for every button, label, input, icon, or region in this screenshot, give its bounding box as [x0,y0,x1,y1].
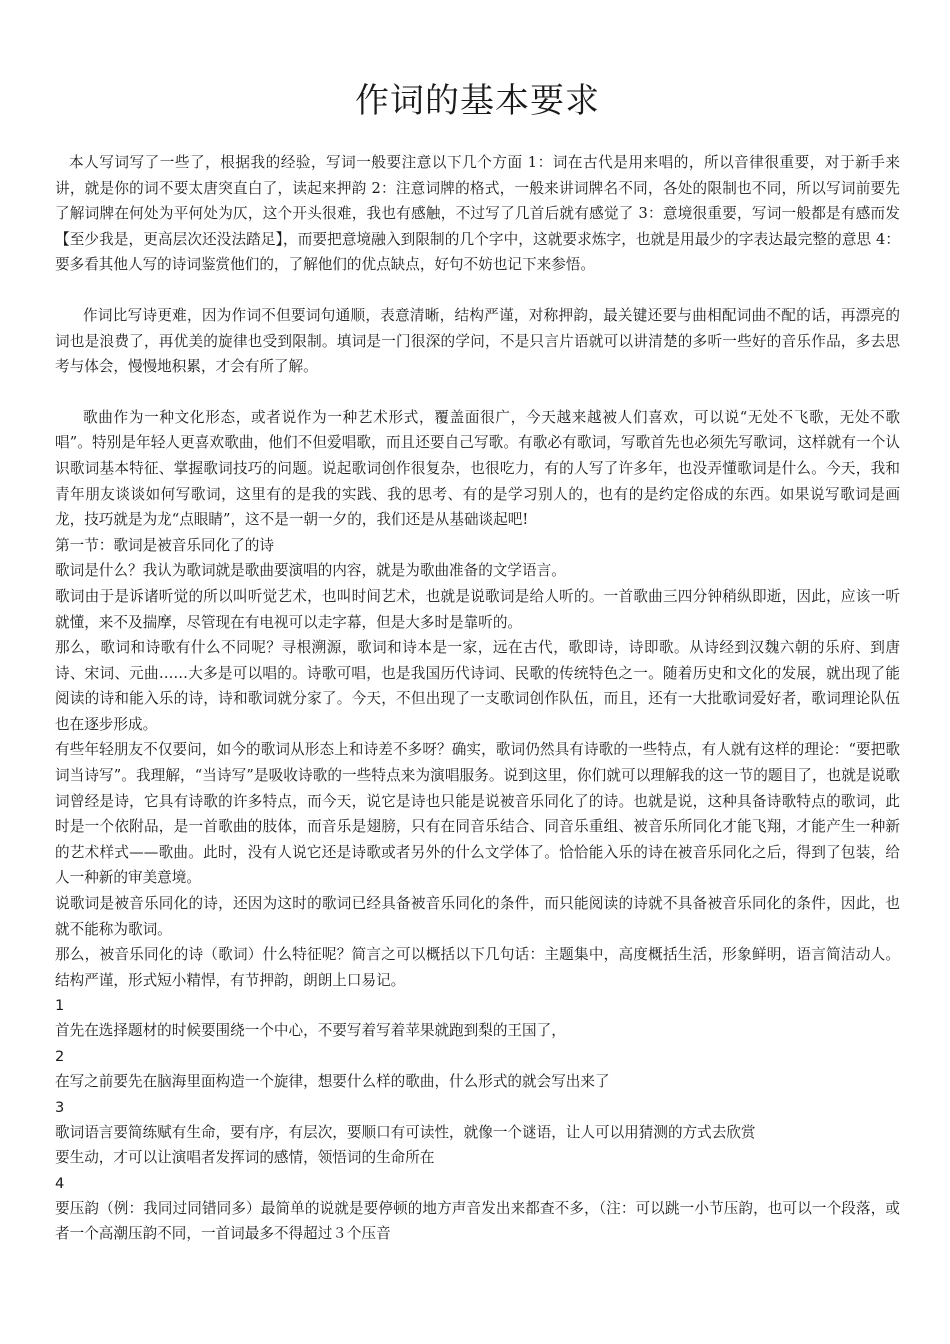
list-item-number: 1 [55,997,65,1015]
list-item-number: 2 [55,1048,65,1065]
paragraph-assimilated-poem: 有些年轻朋友不仅要问，如今的歌词从形态上和诗差不多呀？确实，歌词仍然具有诗歌的一些特点，有人就有这样的理论：“要把歌词当诗写”。我理解，“当诗写”是吸收诗歌的一些特点来为演唱服务。说到这里，你们就可以理解我的这一节的题目了，也就是说歌词曾经是诗，它具有诗歌的许多特点，而今天，说它是诗也只能是说被音乐同化了的诗。也就是说，这种具备诗歌特点的歌词，此时是一个依附品，是一首歌曲的肢体，而音乐是翅膀，只有在同音乐结合、同音乐重组、被音乐所同化才能飞翔，才能产生一种新的艺术样式——歌曲。此时，没有人说它还是诗歌或者另外的什么文学体了。恰恰能入乐的诗在被音乐同化之后，得到了包装，给人一种新的审美意境。 [55,741,900,887]
list-item-text: 要压韵（例：我同过同错同多）最简单的说就是要停顿的地方声音发出来都查不多，（注：可以跳一小节压韵，也可以一个段落，或者一个高潮压韵不同，一首词最多不得超过３个压音 [55,1199,900,1243]
paragraph-auditory-art: 歌词由于是诉诸听觉的所以叫听觉艺术，也叫时间艺术，也就是说歌词是给人听的。一首歌曲三四分钟稍纵即逝，因此，应该一听就懂，来不及揣摩，尽管现在有电视可以走字幕，但是大多时是靠听的。 [55,587,900,631]
numbered-list [55,993,900,1247]
list-item-number: 4 [55,1174,65,1192]
document-page [55,78,900,1247]
paragraph-lyrics-harder: 作词比写诗更难，因为作词不但要词句通顺，表意清晰，结构严谨，对称押韵，最关键还要与曲相配词曲不配的话，再漂亮的词也是浪费了，再优美的旋律也受到限制。填词是一门很深的学问，不是只言片语就可以讲清楚的多听一些好的音乐作品，多去思考与体会，慢慢地积累，才会有所了解。 [55,306,900,376]
paragraph-lyrics-vs-poetry: 那么，歌词和诗歌有什么不同呢？寻根溯源，歌词和诗本是一家，远在古代，歌即诗，诗即歌。从诗经到汉魏六朝的乐府、到唐诗、宋词、元曲……大多是可以唱的。诗歌可唱，也是我国历代诗词、民歌的传统特色之一。随着历史和文化的发展，就出现了能阅读的诗和能入乐的诗，诗和歌词就分家了。今天，不但出现了一支歌词创作队伍，而且，还有一大批歌词爱好者，歌词理论队伍也在逐步形成。 [55,639,900,733]
paragraph-song-culture: 歌曲作为一种文化形态，或者说作为一种艺术形式，覆盖面很广，今天越来越被人们喜欢，可以说“无处不飞歌，无处不歌唱”。特别是年轻人更喜欢歌曲，他们不但爱唱歌，而且还要自己写歌。有歌必有歌词，写歌首先也必须先写歌词，这样就有一个认识歌词基本特征、掌握歌词技巧的问题。说起歌词创作很复杂，也很吃力，有的人写了许多年，也没弄懂歌词是什么。今天，我和青年朋友谈谈如何写歌词，这里有的是我的实践、我的思考、有的是学习别人的，也有的是约定俗成的东西。如果说写歌词是画龙，技巧就是为龙“点眼睛”，这不是一朝一夕的，我们还是从基础谈起吧! [55,408,900,529]
list-item-text-continued: 要生动，才可以让演唱者发挥词的感情，领悟词的生命所在 [55,1149,435,1167]
paragraph-what-is-lyric: 歌词是什么？我认为歌词就是歌曲要演唱的内容，就是为歌曲准备的文学语言。 [55,562,566,580]
list-item-number: 3 [55,1098,65,1116]
list-item-text: 在写之前要先在脑海里面构造一个旋律，想要什么样的歌曲，什么形式的就会写出来了 [55,1073,610,1090]
paragraph-features: 那么，被音乐同化的诗（歌词）什么特征呢？简言之可以概括以下几句话：主题集中，高度概括生活，形象鲜明，语言简洁动人。结构严谨，形式短小精悍，有节押韵，朗朗上口易记。 [55,946,900,989]
document-title: 作词的基本要求 [355,81,600,121]
paragraph-intro: 本人写词写了一些了，根据我的经验，写词一般要注意以下几个方面 1：词在古代是用来唱的，所以音律很重要，对于新手来讲，就是你的词不要太唐突直白了，读起来押韵 2：注意词牌的格式，一般来讲词牌名不同，各处的限制也不同，所以写词前要先了解词牌在何处为平何处为仄，这个开头很难，我也有感触，不过写了几首后就有感觉了 3：意境很重要，写词一般都是有感而发【至少我是，更高层次还没法踏足】，而要把意境融入到限制的几个字中，这就要求炼字，也就是用最少的字表达最完整的意思 4：要多看其他人写的诗词鉴赏他们的，了解他们的优点缺点，好句不妨也记下来参悟。 [55,154,900,274]
list-item-text: 歌词语言要简练赋有生命，要有序，有层次，要顺口有可读性，就像一个谜语，让人可以用猜测的方式去欣赏 [55,1123,756,1141]
list-item-text: 首先在选择题材的时候要围绕一个中心，不要写着写着苹果就跑到梨的王国了， [55,1022,566,1040]
paragraph-conditions: 说歌词是被音乐同化的诗，还因为这时的歌词已经具备被音乐同化的条件，而只能阅读的诗就不具备被音乐同化的条件，因此，也就不能称为歌词。 [55,895,900,938]
section-heading: 第一节：歌词是被音乐同化了的诗 [55,536,274,554]
